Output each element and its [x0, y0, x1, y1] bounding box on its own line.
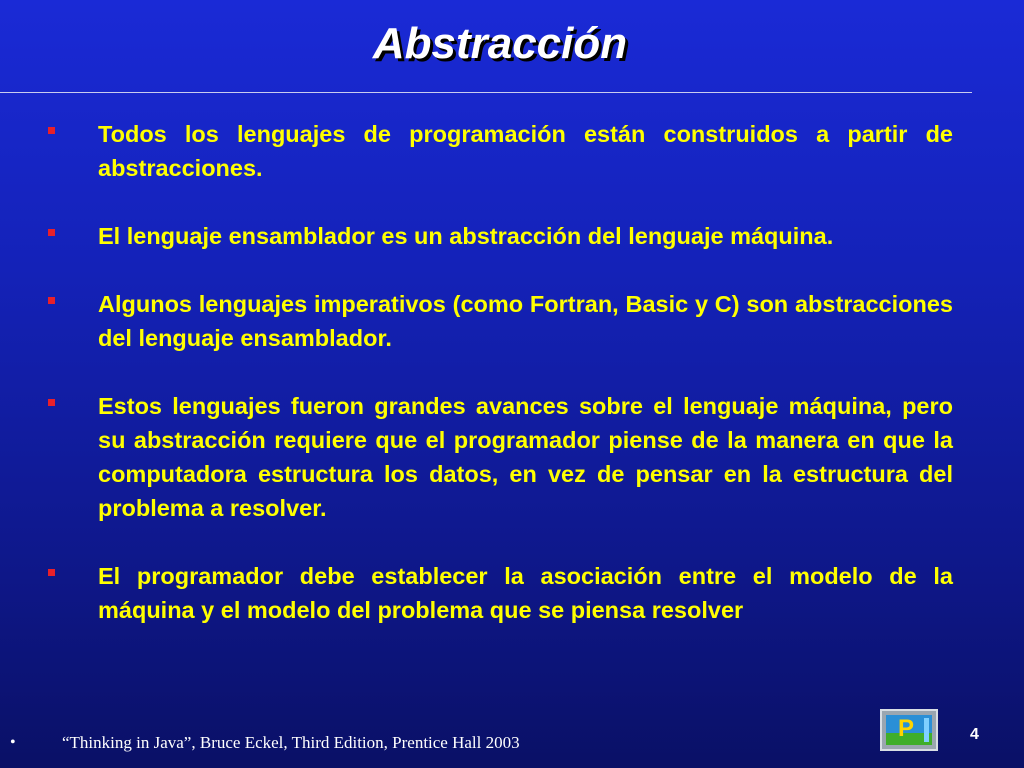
- bullet-item: [44, 219, 953, 253]
- presentation-logo-icon: [880, 709, 938, 751]
- red-square-bullet-icon: [48, 569, 55, 576]
- bullet-item: [44, 287, 953, 355]
- footer-citation: “Thinking in Java”, Bruce Eckel, Third Edition, Prentice Hall 2003: [62, 733, 520, 752]
- bullet-text: El programador debe establecer la asociación entre el modelo de la máquina y el modelo del problema que se piensa resolver: [98, 563, 953, 623]
- bullet-list: [44, 117, 953, 661]
- logo-bar: [924, 718, 929, 742]
- page-number: 4: [970, 726, 979, 743]
- bullet-text: Todos los lenguajes de programación están construidos a partir de abstracciones.: [98, 121, 953, 181]
- red-square-bullet-icon: [48, 229, 55, 236]
- red-square-bullet-icon: [48, 297, 55, 304]
- red-square-bullet-icon: [48, 127, 55, 134]
- bullet-item: [44, 389, 953, 525]
- red-square-bullet-icon: [48, 399, 55, 406]
- bullet-text: Algunos lenguajes imperativos (como Fortran, Basic y C) son abstracciones del lenguaje ensamblador.: [98, 291, 953, 351]
- footer-bullet: •: [10, 734, 16, 751]
- slide-title: Abstracción: [372, 19, 628, 68]
- bullet-item: [44, 117, 953, 185]
- logo-image: [886, 715, 932, 745]
- bullet-text: El lenguaje ensamblador es un abstracción del lenguaje máquina.: [98, 223, 834, 249]
- title-divider: [0, 92, 972, 93]
- logo-letter: P: [898, 715, 915, 742]
- bullet-item: [44, 559, 953, 627]
- bullet-text: Estos lenguajes fueron grandes avances sobre el lenguaje máquina, pero su abstracción requiere que el programador piense de la manera en que la computadora estructura los datos, en vez de pensar en la estructura del problema a resolver.: [98, 393, 953, 521]
